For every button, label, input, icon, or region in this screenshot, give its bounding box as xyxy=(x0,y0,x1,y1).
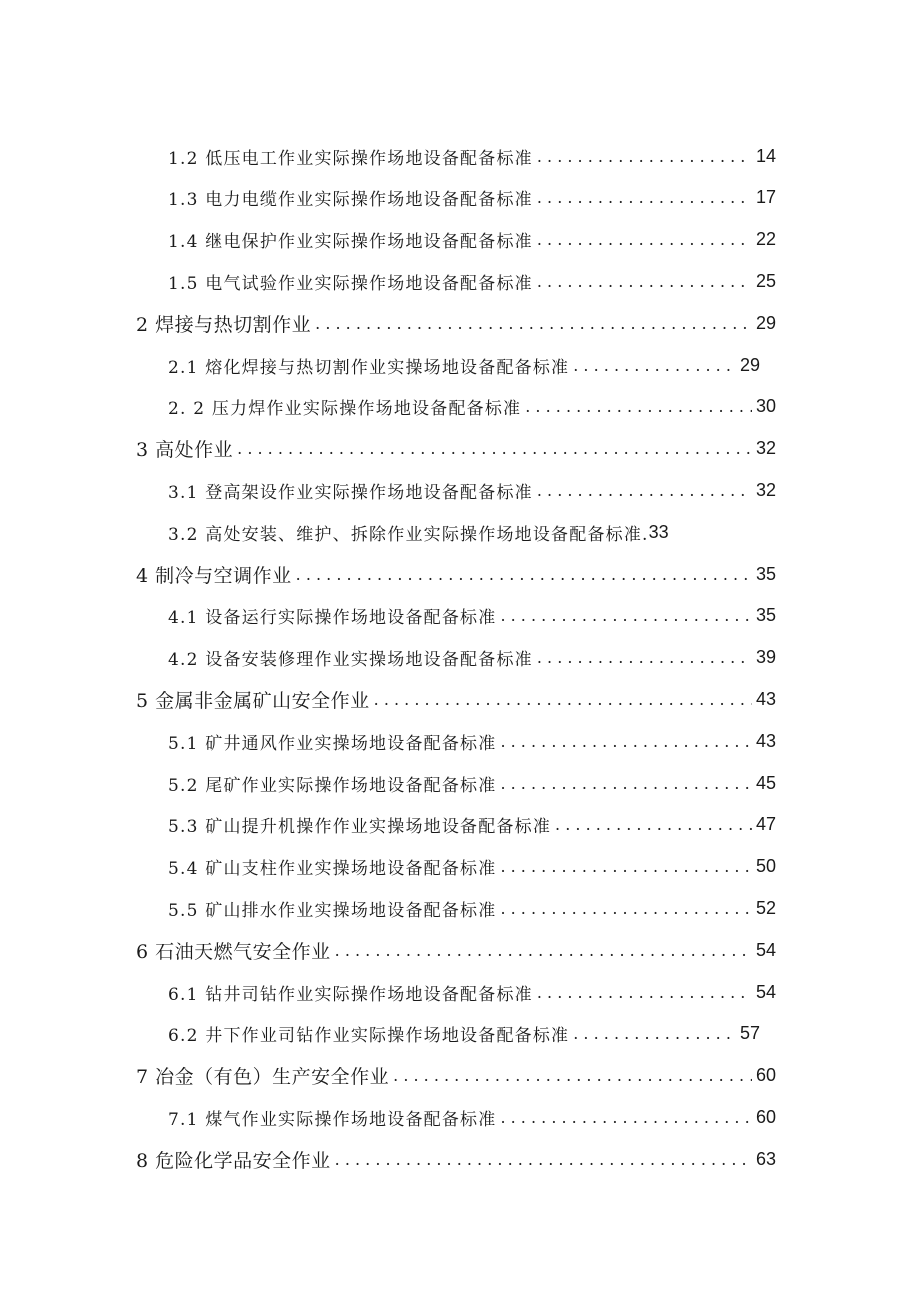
toc-dot-leader xyxy=(335,1150,752,1169)
toc-section-entry[interactable] xyxy=(168,809,776,841)
toc-page-number: 60 xyxy=(755,1106,776,1127)
toc-entry-label: 4 制冷与空调作业 xyxy=(136,564,292,587)
toc-dot-leader xyxy=(500,732,752,751)
toc-dot-leader xyxy=(335,941,752,960)
toc-chapter-entry[interactable] xyxy=(136,1143,776,1175)
toc-section-entry[interactable] xyxy=(168,516,776,548)
toc-entry-label: 2. 2 压力焊作业实际操作场地设备配备标准 xyxy=(168,399,522,420)
toc-page-number: 25 xyxy=(755,270,776,291)
toc-section-entry[interactable] xyxy=(168,851,776,883)
toc-dot-leader xyxy=(555,815,752,834)
toc-entry-label: 1.4 继电保护作业实际操作场地设备配备标准 xyxy=(168,232,533,253)
toc-entry-label: 5 金属非金属矿山安全作业 xyxy=(136,689,370,712)
toc-dot-leader xyxy=(237,439,752,458)
toc-dot-leader xyxy=(500,774,752,793)
toc-chapter-entry[interactable] xyxy=(136,307,776,339)
toc-chapter-entry[interactable] xyxy=(136,558,776,590)
toc-page-number: 52 xyxy=(755,897,776,918)
toc-page-number: 63 xyxy=(755,1148,776,1169)
toc-entry-label: 4.2 设备安装修理作业实操场地设备配备标准 xyxy=(168,650,533,671)
toc-dot-leader xyxy=(500,899,752,918)
toc-entry-label: 7.1 煤气作业实际操作场地设备配备标准 xyxy=(168,1109,497,1130)
toc-section-entry[interactable] xyxy=(168,224,776,256)
toc-page-number: 14 xyxy=(755,145,776,166)
toc-entry-label: 3.1 登高架设作业实际操作场地设备配备标准 xyxy=(168,482,533,503)
toc-entry-label: 3 高处作业 xyxy=(136,439,234,462)
toc-section-entry[interactable] xyxy=(168,474,776,506)
toc-entry-label: 4.1 设备运行实际操作场地设备配备标准 xyxy=(168,608,497,629)
toc-section-entry[interactable] xyxy=(168,182,776,214)
toc-section-entry[interactable] xyxy=(168,391,776,423)
toc-entry-label: 1.3 电力电缆作业实际操作场地设备配备标准 xyxy=(168,190,533,211)
toc-page-number: 50 xyxy=(755,856,776,877)
toc-section-entry[interactable] xyxy=(168,1101,776,1133)
toc-section-entry[interactable] xyxy=(168,642,776,674)
toc-dot-leader xyxy=(315,314,752,333)
toc-chapter-entry[interactable] xyxy=(136,433,776,465)
toc-section-entry[interactable] xyxy=(168,1018,760,1050)
toc-section-entry[interactable] xyxy=(168,600,776,632)
toc-dot-leader xyxy=(525,397,752,416)
toc-section-entry[interactable] xyxy=(168,725,776,757)
toc-section-entry[interactable] xyxy=(168,349,760,381)
toc-page-number: 60 xyxy=(755,1065,776,1086)
toc-entry-label: 2 焊接与热切割作业 xyxy=(136,313,312,336)
toc-page-number: 33 xyxy=(648,521,669,542)
toc-entry-label: 5.2 尾矿作业实际操作场地设备配备标准 xyxy=(168,775,497,796)
toc-entry-label: 8 危险化学品安全作业 xyxy=(136,1149,331,1172)
toc-dot-leader xyxy=(393,1066,752,1085)
toc-dot-leader xyxy=(296,565,752,584)
toc-entry-label: 5.3 矿山提升机操作作业实操场地设备配备标准 xyxy=(168,817,552,838)
toc-entry-label: 7 冶金（有色）生产安全作业 xyxy=(136,1066,390,1089)
toc-section-entry[interactable] xyxy=(168,140,776,172)
toc-dot-leader xyxy=(500,857,752,876)
toc-dot-leader xyxy=(573,1024,736,1043)
toc-dot-leader xyxy=(500,1108,752,1127)
toc-entry-label: 5.4 矿山支柱作业实操场地设备配备标准 xyxy=(168,859,497,880)
toc-page-number: 29 xyxy=(755,312,776,333)
toc-dot-leader xyxy=(537,188,752,207)
toc-entry-label: 1.5 电气试验作业实际操作场地设备配备标准 xyxy=(168,273,533,294)
toc-entry-label: 6 石油天燃气安全作业 xyxy=(136,940,331,963)
toc-page-number: 54 xyxy=(755,939,776,960)
toc-page-number: 39 xyxy=(755,647,776,668)
toc-dot-leader xyxy=(537,648,752,667)
toc-page-number: 35 xyxy=(755,563,776,584)
toc-page-number: 29 xyxy=(739,354,760,375)
toc-page-number: 32 xyxy=(755,438,776,459)
toc-dot-leader xyxy=(374,690,752,709)
toc-page-number: 30 xyxy=(755,396,776,417)
toc-entry-label: 1.2 低压电工作业实际操作场地设备配备标准 xyxy=(168,148,533,169)
toc-page-number: 22 xyxy=(755,229,776,250)
toc-entry-label: 6.1 钻井司钻作业实际操作场地设备配备标准 xyxy=(168,984,533,1005)
toc-entry-label: 2.1 熔化焊接与热切割作业实操场地设备配备标准 xyxy=(168,357,570,378)
toc-entry-label: 3.2 高处安装、维护、拆除作业实际操作场地设备配备标准. xyxy=(168,524,649,545)
toc-page-number: 43 xyxy=(755,730,776,751)
toc-page-number: 54 xyxy=(755,981,776,1002)
toc-section-entry[interactable] xyxy=(168,976,776,1008)
toc-page-number: 43 xyxy=(755,688,776,709)
toc-chapter-entry[interactable] xyxy=(136,1060,776,1092)
toc-entry-label: 6.2 井下作业司钻作业实际操作场地设备配备标准 xyxy=(168,1026,570,1047)
toc-dot-leader xyxy=(537,230,752,249)
toc-dot-leader xyxy=(500,606,752,625)
toc-entry-label: 5.5 矿山排水作业实操场地设备配备标准 xyxy=(168,900,497,921)
toc-page-number: 57 xyxy=(739,1023,760,1044)
toc-chapter-entry[interactable] xyxy=(136,683,776,715)
toc-dot-leader xyxy=(537,983,752,1002)
toc-section-entry[interactable] xyxy=(168,767,776,799)
toc-dot-leader xyxy=(537,272,752,291)
toc-page-number: 32 xyxy=(755,479,776,500)
toc-dot-leader xyxy=(573,356,736,375)
toc-page-number: 45 xyxy=(755,772,776,793)
toc-section-entry[interactable] xyxy=(168,892,776,924)
toc-entry-label: 5.1 矿井通风作业实操场地设备配备标准 xyxy=(168,733,497,754)
toc-chapter-entry[interactable] xyxy=(136,934,776,966)
toc-section-entry[interactable] xyxy=(168,265,776,297)
toc-page-number: 47 xyxy=(755,814,776,835)
toc-dot-leader xyxy=(537,481,752,500)
toc-dot-leader xyxy=(537,147,752,166)
toc-page-number: 35 xyxy=(755,605,776,626)
toc-page-number: 17 xyxy=(755,187,776,208)
